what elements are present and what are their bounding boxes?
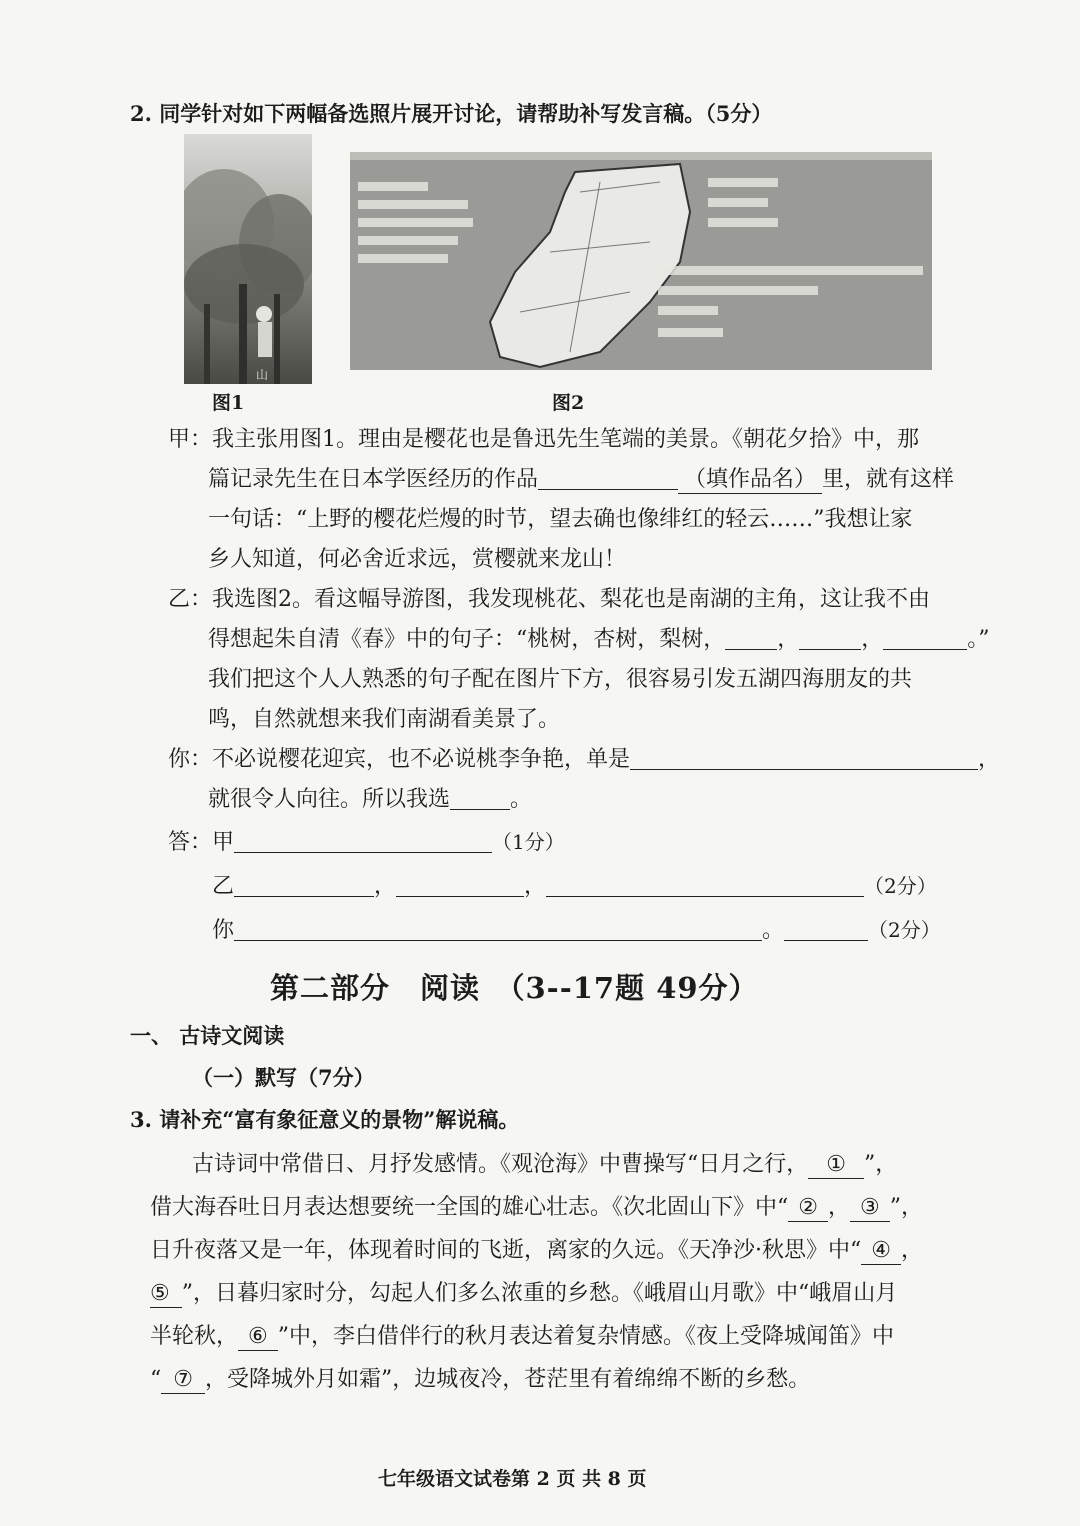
jia-line-2-end: 里，就有这样: [822, 467, 955, 492]
jia-line-3: 一句话：“上野的樱花烂熳的时节，望去确也像绯红的轻云……”我想让家: [208, 507, 913, 532]
yi-line-2-end: 。”: [967, 627, 990, 652]
answer-jia-blank[interactable]: [234, 828, 492, 853]
ni-line-1-text: 你：不必说樱花迎宾，也不必说桃李争艳，单是: [168, 747, 631, 772]
answer-yi-score: （2分）: [864, 874, 937, 898]
q3-line-2-end: ”，: [889, 1195, 923, 1220]
ni-line-2-text: 就很令人向往。所以我选: [208, 787, 451, 812]
answer-yi-blank-3[interactable]: [546, 872, 864, 897]
answer-yi-blank-1[interactable]: [234, 872, 374, 897]
q3-line-1-end: ”，: [863, 1152, 898, 1177]
subsection-1-heading: （一）默写（7分）: [192, 1065, 375, 1090]
yi-line-1: 乙：我选图2。看这幅导游图，我发现桃花、梨花也是南湖的主角，这让我不由: [168, 587, 930, 612]
q3-blank-3[interactable]: ③: [850, 1195, 890, 1222]
q3-line-2: [150, 1186, 923, 1229]
yi-line-2-text: 得想起朱自清《春》中的句子：“桃树，杏树，梨树，: [208, 627, 726, 652]
answer-yi-label: 乙: [212, 874, 235, 899]
q3-line-5-end: ”中，李白借伴行的秋月表达着复杂情感。《夜上受降城闻笛》中: [277, 1324, 894, 1349]
q3-line-6: [150, 1358, 810, 1401]
answer-label: 答：: [168, 830, 213, 855]
q3-blank-1[interactable]: ①: [808, 1152, 864, 1179]
answer-ni-label: 你: [212, 918, 235, 943]
figure-2-map: [350, 152, 932, 370]
yi-blank-3[interactable]: [883, 625, 967, 650]
answer-jia-row: [168, 822, 565, 863]
q3-line-3: [150, 1229, 923, 1272]
ni-line-2: [208, 780, 532, 820]
part-2-title: 第二部分 阅读 （3--17题 49分）: [270, 971, 759, 1005]
answer-yi-comma-2: ，: [524, 874, 547, 899]
q3-blank-2[interactable]: ②: [788, 1195, 828, 1222]
ni-line-1: [168, 740, 1000, 780]
answer-jia-label: 甲: [212, 830, 235, 855]
figure-2-caption: 图2: [552, 392, 585, 414]
figure-1-photo: [184, 134, 312, 384]
q3-line-3-text: 日升夜落又是一年，体现着时间的飞逝，离家的久远。《天净沙·秋思》中“: [150, 1238, 862, 1263]
answer-yi-comma-1: ，: [374, 874, 397, 899]
yi-line-2: [208, 620, 990, 660]
answer-jia-score: （1分）: [492, 830, 565, 854]
q3-blank-4[interactable]: ④: [861, 1238, 901, 1265]
section-1-heading: 一、 古诗文阅读: [130, 1023, 285, 1048]
answer-yi-row: [212, 866, 937, 907]
work-name-hint: （填作品名）: [678, 467, 822, 494]
q3-line-1-text: 古诗词中常借日、月抒发感情。《观沧海》中曹操写“日月之行，: [192, 1152, 809, 1177]
ni-period: 。: [510, 787, 533, 812]
answer-ni-blank-1[interactable]: [234, 916, 762, 941]
q3-line-4: [150, 1272, 897, 1315]
page-footer: 七年级语文试卷第 2 页 共 8 页: [378, 1468, 647, 1490]
svg-text:山: 山: [256, 368, 269, 382]
ni-blank-1[interactable]: [630, 745, 978, 770]
answer-yi-blank-2[interactable]: [396, 872, 524, 897]
q3-line-5: [150, 1315, 894, 1358]
yi-blank-1[interactable]: [725, 625, 777, 650]
figure-1-caption: 图1: [212, 392, 245, 414]
yi-line-3: 我们把这个人人熟悉的句子配在图片下方，很容易引发五湖四海朋友的共: [208, 667, 913, 692]
q3-line-5-text: 半轮秋，: [150, 1324, 239, 1349]
jia-line-2: [208, 460, 954, 500]
q3-blank-5[interactable]: ⑤: [150, 1281, 182, 1308]
q3-line-4-text: ”，日暮归家时分，勾起人们多么浓重的乡愁。《峨眉山月歌》中“峨眉山月: [181, 1281, 898, 1306]
question-3-title: 3. 请补充“富有象征意义的景物”解说稿。: [130, 1107, 520, 1132]
q3-blank-6[interactable]: ⑥: [238, 1324, 278, 1351]
yi-blank-2[interactable]: [799, 625, 861, 650]
yi-comma-2: ，: [861, 627, 884, 652]
ni-choice-blank[interactable]: [450, 785, 510, 810]
answer-ni-row: [212, 910, 941, 951]
q3-line-6-quote: “: [150, 1367, 162, 1392]
q3-line-6-end: ，受降城外月如霜”，边城夜冷，苍茫里有着绵绵不断的乡愁。: [204, 1367, 811, 1392]
q3-line-2-comma: ，: [827, 1195, 850, 1220]
q3-blank-7[interactable]: ⑦: [161, 1367, 205, 1394]
yi-comma-1: ，: [777, 627, 800, 652]
q3-line-3-comma: ，: [900, 1238, 923, 1263]
jia-line-4: 乡人知道，何必舍近求远，赏樱就来龙山！: [208, 547, 627, 572]
work-name-blank[interactable]: [538, 465, 678, 490]
answer-ni-period: 。: [762, 918, 785, 943]
ni-comma: ，: [978, 747, 1001, 772]
jia-line-1: 甲：我主张用图1。理由是樱花也是鲁迅先生笔端的美景。《朝花夕拾》中，那: [168, 427, 919, 452]
q3-line-2-text: 借大海吞吐日月表达想要统一全国的雄心壮志。《次北固山下》中“: [150, 1195, 789, 1220]
question-2-title: 2. 同学针对如下两幅备选照片展开讨论，请帮助补写发言稿。（5分）: [130, 101, 773, 126]
yi-line-4: 鸣，自然就想来我们南湖看美景了。: [208, 707, 561, 732]
answer-ni-score: （2分）: [868, 918, 941, 942]
q3-line-1: [192, 1143, 897, 1186]
jia-line-2-text: 篇记录先生在日本学医经历的作品: [208, 467, 539, 492]
answer-ni-blank-2[interactable]: [784, 916, 868, 941]
